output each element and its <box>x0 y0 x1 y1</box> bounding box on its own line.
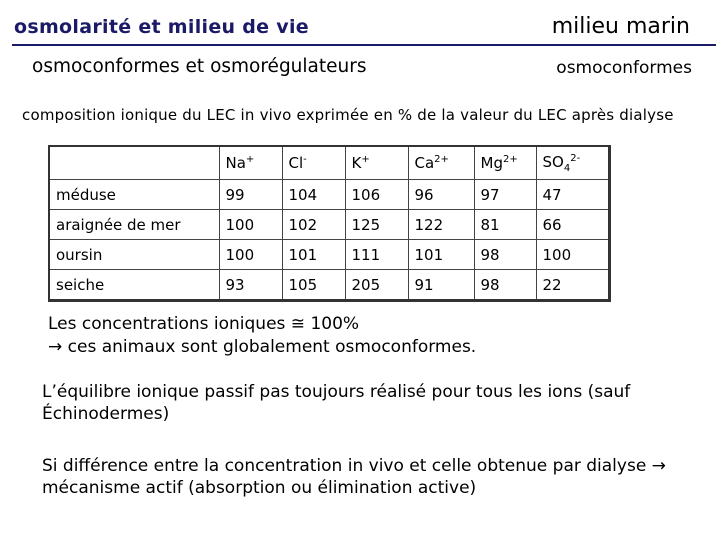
value-cell: 99 <box>219 180 282 210</box>
ion-subscript: 4 <box>563 162 571 174</box>
value-cell: 100 <box>219 210 282 240</box>
ion-symbol: Na <box>225 154 246 172</box>
section-title: milieu marin <box>551 14 690 39</box>
species-cell: méduse <box>49 180 219 210</box>
value-cell: 102 <box>282 210 345 240</box>
subtitle: osmoconformes et osmorégulateurs <box>32 56 367 77</box>
note-line-1: Les concentrations ioniques ≅ 100% <box>48 314 360 334</box>
value-cell: 81 <box>474 210 536 240</box>
value-cell: 111 <box>345 240 408 270</box>
value-cell: 105 <box>282 270 345 301</box>
ion-symbol: K <box>351 154 362 172</box>
value-cell: 122 <box>408 210 474 240</box>
subtitle-right: osmoconformes <box>556 58 692 78</box>
header-cell-empty <box>49 146 219 180</box>
value-cell: 98 <box>474 240 536 270</box>
ion-charge: + <box>361 154 370 165</box>
value-cell: 104 <box>282 180 345 210</box>
value-cell: 91 <box>408 270 474 301</box>
value-cell: 106 <box>345 180 408 210</box>
value-cell: 97 <box>474 180 536 210</box>
header-cell-ion <box>474 146 536 180</box>
ion-symbol: Ca <box>414 154 435 172</box>
ion-composition-table <box>48 145 611 302</box>
ion-charge: 2+ <box>434 154 449 165</box>
value-cell: 22 <box>536 270 609 301</box>
value-cell: 93 <box>219 270 282 301</box>
value-cell: 205 <box>345 270 408 301</box>
ion-charge: 2+ <box>502 154 518 165</box>
header-cell-ion <box>536 146 609 180</box>
header-cell-ion <box>408 146 474 180</box>
species-cell: araignée de mer <box>49 210 219 240</box>
paragraph-active-mechanism: Si différence entre la concentration in vivo et celle obtenue par dialyse → mécanisme actif (absorption ou élimination active) <box>42 456 666 498</box>
value-cell: 100 <box>219 240 282 270</box>
ion-symbol: Mg <box>480 154 503 172</box>
header-cell-ion <box>219 146 282 180</box>
ion-charge: + <box>245 154 255 165</box>
value-cell: 101 <box>282 240 345 270</box>
value-cell: 98 <box>474 270 536 301</box>
ion-symbol: SO <box>542 152 564 171</box>
paragraph-ionic-balance: L’équilibre ionique passif pas toujours réalisé pour tous les ions (sauf Échinodermes) <box>42 382 631 424</box>
value-cell: 47 <box>536 180 609 210</box>
table-caption: composition ionique du LEC in vivo exprimée en % de la valeur du LEC après dialyse <box>22 106 674 124</box>
table-body <box>49 180 609 301</box>
table-row <box>49 270 609 301</box>
ion-symbol: Cl <box>288 154 304 172</box>
ion-charge: 2- <box>570 152 581 164</box>
table-row <box>49 240 609 270</box>
header-cell-ion <box>345 146 408 180</box>
species-cell: seiche <box>49 270 219 301</box>
value-cell: 100 <box>536 240 609 270</box>
species-cell: oursin <box>49 240 219 270</box>
value-cell: 66 <box>536 210 609 240</box>
table-row <box>49 210 609 240</box>
value-cell: 96 <box>408 180 474 210</box>
ion-charge: - <box>303 154 307 165</box>
value-cell: 125 <box>345 210 408 240</box>
page-title: osmolarité et milieu de vie <box>14 16 309 38</box>
header-cell-ion <box>282 146 345 180</box>
note-line-2: → ces animaux sont globalement osmoconformes. <box>48 337 477 357</box>
table-row <box>49 180 609 210</box>
value-cell: 101 <box>408 240 474 270</box>
table-header-row <box>49 146 609 180</box>
header-divider <box>12 44 716 46</box>
